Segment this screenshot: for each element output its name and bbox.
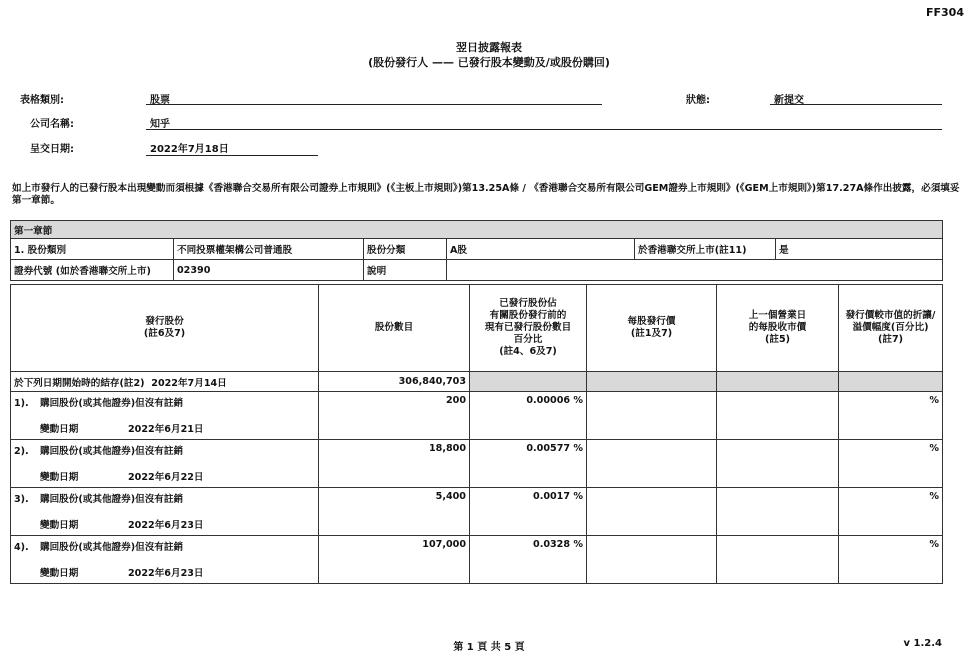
- share-class-label: 1. 股份類別: [11, 239, 174, 260]
- opening-label-cell: [11, 372, 319, 392]
- section-heading: 第一章節: [11, 221, 943, 239]
- row-shares: 18,800: [319, 440, 470, 488]
- opening-label: 於下列日期開始時的結存(註2): [14, 377, 145, 389]
- row-date-label: 變動日期: [40, 520, 79, 532]
- table-row: [11, 392, 943, 418]
- stock-code-value: 02390: [174, 260, 364, 281]
- row-close: [717, 536, 839, 584]
- company-underline: [146, 129, 942, 130]
- share-type-value: A股: [447, 239, 635, 260]
- row-pct: 0.00577 %: [470, 440, 587, 488]
- opening-close: [717, 372, 839, 392]
- row-disc: %: [839, 488, 943, 536]
- col-header-discount: [839, 285, 943, 372]
- opening-shares: 306,840,703: [319, 372, 470, 392]
- section-table: [10, 220, 943, 281]
- row-shares: 5,400: [319, 488, 470, 536]
- row-disc: %: [839, 536, 943, 584]
- table-row: [11, 440, 943, 466]
- row-date: 2022年6月22日: [128, 472, 204, 484]
- row-close: [717, 440, 839, 488]
- row-change-date: [11, 466, 319, 488]
- col4-text: 每股發行價 (註1及7): [627, 316, 676, 339]
- share-class-value: 不同投票權架構公司普通股: [174, 239, 364, 260]
- status-value: 新提交: [774, 95, 804, 106]
- row-shares: 107,000: [319, 536, 470, 584]
- row-date-label: 變動日期: [40, 472, 79, 484]
- date-value: 2022年7月18日: [150, 144, 229, 155]
- row-desc: [11, 392, 319, 418]
- row-number: 1).: [14, 398, 29, 409]
- opening-balance-row: [11, 372, 943, 392]
- row-shares: 200: [319, 392, 470, 440]
- row-price: [587, 392, 717, 440]
- col-header-share-count: [319, 285, 470, 372]
- opening-price: [587, 372, 717, 392]
- date-label: 呈交日期:: [30, 144, 74, 155]
- col-header-issue-price: [587, 285, 717, 372]
- row-change-date: [11, 514, 319, 536]
- listed-value: 是: [776, 239, 943, 260]
- row-pct: 0.0017 %: [470, 488, 587, 536]
- row-close: [717, 392, 839, 440]
- row-date: 2022年6月23日: [128, 568, 204, 580]
- desc-label: 說明: [364, 260, 447, 281]
- company-label: 公司名稱:: [30, 119, 74, 130]
- col5-text: 上一個營業日 的每股收市價 (註5): [748, 310, 807, 345]
- row-disc: %: [839, 440, 943, 488]
- row-desc: [11, 440, 319, 466]
- page-indicator: 第 1 頁 共 5 頁: [453, 642, 525, 653]
- date-underline: [146, 155, 318, 156]
- row-number: 4).: [14, 542, 29, 553]
- row-desc-text: 購回股份(或其他證券)但沒有註銷: [40, 446, 184, 457]
- page-subtitle: (股份發行人 —— 已發行股本變動及/或股份購回): [368, 56, 610, 69]
- table-row: [11, 488, 943, 514]
- row-disc: %: [839, 392, 943, 440]
- form-type-label: 表格類別:: [20, 95, 64, 106]
- issuance-table: [10, 284, 943, 584]
- row-price: [587, 440, 717, 488]
- col3-text: 已發行股份佔 有關股份發行前的 現有已發行股份數目 百分比 (註4、6及7): [484, 298, 572, 357]
- row-price: [587, 488, 717, 536]
- form-type-value: 股票: [150, 95, 170, 106]
- version-label: v 1.2.4: [903, 638, 942, 649]
- row-desc: [11, 488, 319, 514]
- row-date: 2022年6月23日: [128, 520, 204, 532]
- opening-pct: [470, 372, 587, 392]
- company-value: 知乎: [150, 119, 170, 130]
- status-underline: [770, 104, 942, 105]
- col-header-issued-shares: [11, 285, 319, 372]
- row-close: [717, 488, 839, 536]
- col-header-percentage: [470, 285, 587, 372]
- form-code: FF304: [926, 6, 964, 19]
- row-date-label: 變動日期: [40, 568, 79, 580]
- row-change-date: [11, 562, 319, 584]
- row-price: [587, 536, 717, 584]
- page-title: 翌日披露報表: [456, 41, 522, 54]
- share-type-label: 股份分類: [364, 239, 447, 260]
- row-desc: [11, 536, 319, 562]
- stock-code-label: 證券代號 (如於香港聯交所上市): [11, 260, 174, 281]
- row-pct: 0.00006 %: [470, 392, 587, 440]
- desc-value: [447, 260, 943, 281]
- row-number: 2).: [14, 446, 29, 457]
- row-desc-text: 購回股份(或其他證券)但沒有註銷: [40, 398, 184, 409]
- intro-paragraph: 如上市發行人的已發行股本出現變動而須根據《香港聯合交易所有限公司證券上市規則》(《主板上市規則》)第13.25A條 / 《香港聯合交易所有限公司GEM證券上市規則》(《GEM上市規則》)第17.27A條作出披露，必須填妥第一章節。: [12, 183, 960, 206]
- opening-date: 2022年7月14日: [151, 377, 227, 389]
- col-header-closing-price: [717, 285, 839, 372]
- row-desc-text: 購回股份(或其他證券)但沒有註銷: [40, 494, 184, 505]
- row-pct: 0.0328 %: [470, 536, 587, 584]
- row-change-date: [11, 418, 319, 440]
- row-date: 2022年6月21日: [128, 424, 204, 436]
- col1-text: 發行股份 (註6及7): [143, 316, 186, 339]
- opening-disc: [839, 372, 943, 392]
- col6-text: 發行價較市值的折讓/ 溢價幅度(百分比) (註7): [845, 310, 936, 345]
- listed-label: 於香港聯交所上市(註11): [635, 239, 776, 260]
- col2-text: 股份數目: [374, 322, 414, 333]
- row-date-label: 變動日期: [40, 424, 79, 436]
- row-desc-text: 購回股份(或其他證券)但沒有註銷: [40, 542, 184, 553]
- status-label: 狀態:: [686, 95, 710, 106]
- form-type-underline: [146, 104, 602, 105]
- table-row: [11, 536, 943, 562]
- row-number: 3).: [14, 494, 29, 505]
